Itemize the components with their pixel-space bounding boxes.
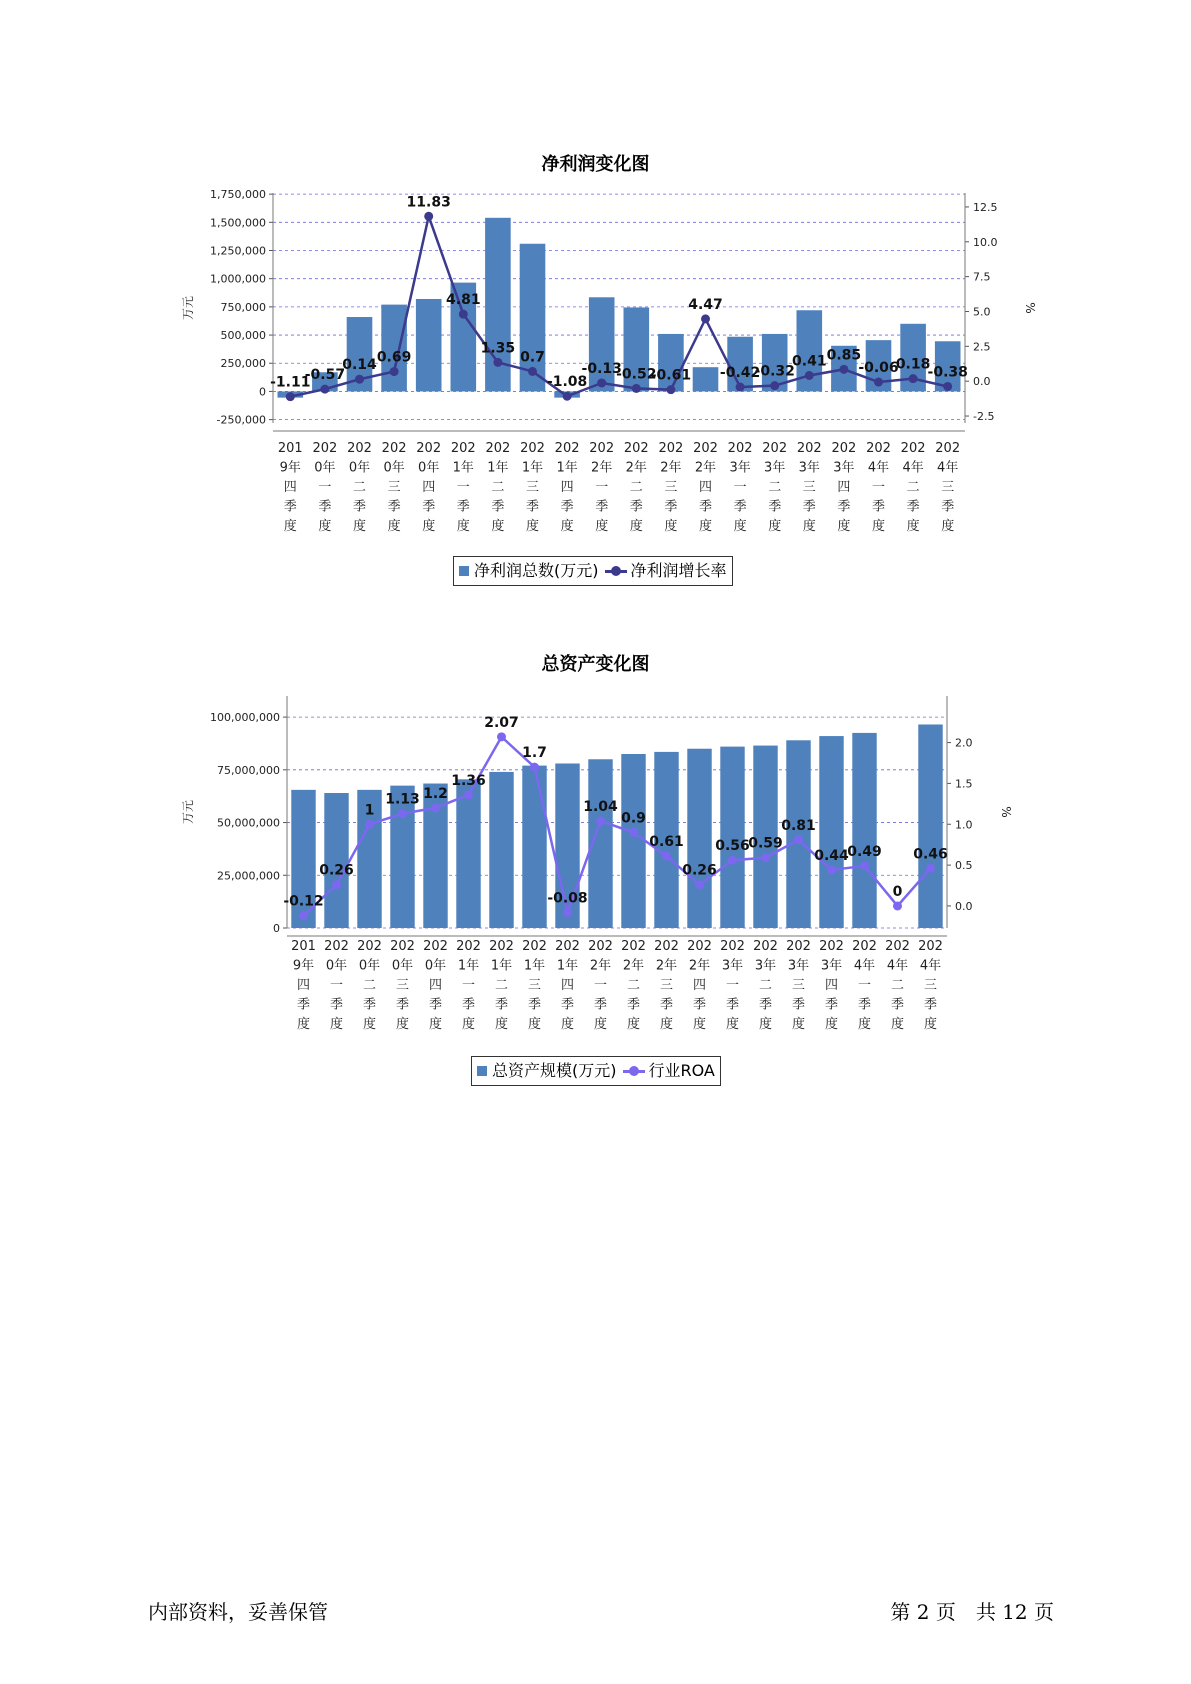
x-tick-label: 202 3年一季度 — [720, 939, 745, 1032]
line-point — [431, 803, 440, 812]
data-label: -1.08 — [546, 374, 588, 391]
x-tick-label: 202 1年三季度 — [520, 441, 545, 534]
data-label: 0.26 — [319, 862, 354, 879]
y-tick-label: 1,750,000 — [210, 188, 266, 202]
legend-item-line — [605, 557, 727, 585]
x-tick-label: 202 2年三季度 — [654, 939, 679, 1032]
x-tick-label: 202 2年二季度 — [623, 441, 649, 534]
x-tick-label: 202 1年一季度 — [456, 939, 481, 1032]
bar — [621, 754, 645, 928]
data-label: 0.41 — [792, 353, 827, 370]
line-point — [629, 828, 638, 837]
line-point — [464, 790, 473, 799]
line-point — [632, 384, 641, 393]
y-tick-label: -250,000 — [216, 413, 266, 427]
data-label: 1.04 — [583, 798, 618, 815]
bar — [381, 305, 407, 392]
line-point — [736, 383, 745, 392]
y-tick-label: 1,250,000 — [210, 244, 266, 258]
data-label: 0.18 — [895, 356, 931, 373]
line-point — [563, 392, 572, 401]
legend-line-marker — [623, 1066, 645, 1076]
data-label: -0.57 — [304, 367, 346, 384]
legend-item-line — [623, 1057, 715, 1085]
line-point — [459, 310, 468, 319]
data-label: 0.81 — [781, 817, 816, 834]
bar — [852, 733, 876, 928]
legend-item-bar — [459, 557, 599, 585]
y-tick-label: 100,000,000 — [210, 711, 280, 725]
data-label: -0.52 — [616, 366, 657, 383]
net-profit-chart — [0, 140, 1191, 600]
bar — [918, 724, 942, 928]
line-point — [860, 861, 869, 870]
data-label: 1.7 — [522, 745, 547, 762]
line-point — [332, 880, 341, 889]
line-point — [497, 732, 506, 741]
legend-bar-swatch — [477, 1066, 487, 1076]
data-label: -0.42 — [719, 365, 761, 382]
x-tick-label: 202 4年一季度 — [852, 939, 877, 1032]
data-label: -0.13 — [581, 360, 622, 377]
data-label: 0.46 — [913, 846, 948, 863]
x-tick-label: 202 4年二季度 — [900, 441, 926, 534]
line-point — [874, 378, 883, 387]
x-tick-label: 202 3年一季度 — [727, 441, 753, 534]
bar — [416, 299, 442, 391]
data-label: -0.38 — [927, 364, 968, 381]
x-tick-label: 202 2年四季度 — [687, 939, 712, 1032]
y2-tick-label: 2.0 — [955, 736, 973, 750]
data-label: 1 — [364, 802, 375, 819]
x-tick-label: 202 3年四季度 — [819, 939, 844, 1032]
data-label: 1.2 — [423, 785, 448, 802]
line-point — [666, 385, 675, 394]
chart-legend — [471, 1056, 721, 1086]
x-tick-label: 202 4年三季度 — [918, 939, 943, 1032]
data-label: 4.47 — [688, 296, 723, 313]
line-point — [943, 382, 952, 391]
chart-legend — [453, 556, 733, 586]
data-label: 0.49 — [847, 843, 882, 860]
bar — [489, 772, 513, 928]
data-label: 0.9 — [621, 810, 646, 827]
y2-tick-label: 12.5 — [973, 200, 998, 214]
line-point — [286, 392, 295, 401]
line-point — [320, 385, 329, 394]
data-label: -0.32 — [754, 363, 795, 380]
x-tick-label: 202 3年二季度 — [753, 939, 778, 1032]
y2-tick-label: 0.5 — [955, 859, 973, 873]
y2-axis-title: % — [999, 806, 1013, 818]
x-tick-label: 202 3年三季度 — [786, 939, 811, 1032]
line-point — [695, 880, 704, 889]
y-tick-label: 1,500,000 — [210, 216, 266, 230]
data-label: 0 — [892, 883, 903, 900]
line-point — [355, 375, 364, 384]
bar — [456, 779, 480, 928]
line-point — [528, 367, 537, 376]
x-tick-label: 202 0年一季度 — [312, 441, 338, 534]
x-tick-label: 202 2年一季度 — [589, 441, 615, 534]
data-label: 0.14 — [342, 357, 377, 374]
x-tick-label: 201 9年四季度 — [291, 939, 316, 1032]
data-label: -0.08 — [547, 890, 588, 907]
data-label: 1.36 — [451, 772, 486, 789]
data-label: 2.07 — [484, 714, 519, 731]
line-point — [770, 381, 779, 390]
x-tick-label: 202 0年三季度 — [390, 939, 415, 1032]
y-tick-label: 0 — [273, 922, 280, 935]
data-label: 0.26 — [682, 862, 717, 879]
x-tick-label: 202 0年四季度 — [423, 939, 448, 1032]
data-label: -1.11 — [270, 374, 311, 391]
data-label: 0.56 — [715, 838, 750, 855]
legend-label: 总资产规模(万元) — [492, 1061, 617, 1080]
bar — [819, 736, 843, 928]
bar — [324, 793, 348, 928]
y2-tick-label: 7.5 — [973, 270, 991, 284]
bar — [687, 749, 711, 928]
legend-bar-swatch — [459, 566, 469, 576]
chart-title: 净利润变化图 — [541, 154, 650, 175]
data-label: 0.61 — [649, 834, 684, 851]
y-tick-label: 50,000,000 — [217, 816, 280, 830]
data-label: -0.12 — [283, 893, 324, 910]
y2-tick-label: 2.5 — [973, 340, 991, 354]
data-label: 1.35 — [480, 340, 516, 357]
x-tick-label: 202 0年一季度 — [324, 939, 349, 1032]
legend-label: 净利润总数(万元) — [474, 561, 599, 580]
y2-tick-label: -2.5 — [973, 410, 995, 424]
line-point — [805, 371, 814, 380]
x-tick-label: 202 0年四季度 — [416, 441, 442, 534]
line-point — [398, 809, 407, 818]
y2-tick-label: 1.5 — [955, 777, 973, 791]
y-axis-title: 万元 — [181, 295, 195, 321]
x-tick-label: 202 4年二季度 — [885, 939, 910, 1032]
line-point — [597, 378, 606, 387]
line-point — [530, 763, 539, 772]
line-point — [761, 853, 770, 862]
data-label: 11.83 — [406, 194, 451, 211]
x-tick-label: 202 4年三季度 — [935, 441, 961, 534]
data-label: 0.69 — [376, 349, 412, 366]
y2-tick-label: 0.0 — [955, 899, 973, 913]
y-tick-label: 0 — [259, 385, 266, 399]
data-label: 1.13 — [385, 791, 420, 808]
legend-label: 行业ROA — [648, 1061, 715, 1080]
data-label: 0.44 — [814, 848, 849, 864]
x-tick-label: 202 0年三季度 — [381, 441, 407, 534]
chart-title: 总资产变化图 — [541, 654, 650, 675]
x-tick-label: 202 3年三季度 — [796, 441, 822, 534]
line-point — [839, 365, 848, 374]
y2-tick-label: 0.0 — [973, 375, 991, 389]
bar — [522, 766, 546, 928]
line-point — [728, 856, 737, 865]
x-tick-label: 202 3年二季度 — [762, 441, 788, 534]
y-axis-title: 万元 — [181, 799, 195, 825]
y2-tick-label: 10.0 — [973, 235, 998, 249]
x-tick-label: 202 2年一季度 — [588, 939, 613, 1032]
x-tick-label: 202 3年四季度 — [831, 441, 857, 534]
line-point — [493, 358, 502, 367]
legend-line-marker — [605, 566, 627, 576]
data-label: 0.7 — [520, 349, 545, 366]
line-point — [424, 212, 433, 221]
data-label: 4.81 — [446, 292, 481, 309]
x-tick-label: 202 1年四季度 — [554, 441, 580, 534]
x-tick-label: 202 1年二季度 — [485, 441, 511, 534]
line-point — [365, 820, 374, 829]
y2-tick-label: 1.0 — [955, 818, 973, 832]
x-tick-label: 202 1年二季度 — [489, 939, 514, 1032]
x-tick-label: 202 1年三季度 — [522, 939, 547, 1032]
line-point — [299, 911, 308, 920]
data-label: -0.61 — [650, 367, 692, 384]
x-tick-label: 202 0年二季度 — [357, 939, 382, 1032]
line-point — [390, 367, 399, 376]
line-point — [701, 314, 710, 323]
line-point — [926, 864, 935, 873]
line-point — [909, 374, 918, 383]
x-tick-label: 202 2年三季度 — [658, 441, 684, 534]
x-tick-label: 202 2年四季度 — [693, 441, 718, 534]
x-tick-label: 202 2年二季度 — [621, 939, 646, 1032]
footer-page-number: 第 2 页 共 12 页 — [890, 1600, 1054, 1624]
line-point — [596, 816, 605, 825]
y-tick-label: 750,000 — [220, 300, 266, 314]
line-point — [827, 866, 836, 875]
y2-axis-title: % — [1023, 302, 1037, 314]
y-tick-label: 500,000 — [220, 329, 266, 343]
data-label: 0.85 — [826, 347, 862, 364]
y-tick-label: 1,000,000 — [210, 272, 266, 286]
x-tick-label: 202 1年一季度 — [450, 441, 476, 534]
line-point — [794, 835, 803, 844]
data-label: -0.06 — [858, 360, 899, 377]
bar — [693, 367, 719, 391]
x-tick-label: 201 9年四季度 — [277, 441, 303, 534]
bar — [589, 297, 615, 391]
bar — [786, 740, 810, 928]
x-tick-label: 202 1年四季度 — [555, 939, 580, 1032]
legend-label: 净利润增长率 — [630, 561, 727, 580]
line-point — [662, 852, 671, 861]
x-tick-label: 202 0年二季度 — [347, 441, 372, 534]
net-profit-plot — [0, 140, 1191, 540]
y-tick-label: 75,000,000 — [217, 763, 280, 777]
y2-tick-label: 5.0 — [973, 305, 991, 319]
footer-confidential-note: 内部资料，妥善保管 — [148, 1600, 328, 1624]
total-assets-plot — [0, 640, 1191, 1040]
x-tick-label: 202 4年一季度 — [866, 441, 891, 534]
data-label: 0.59 — [748, 835, 783, 852]
total-assets-chart — [0, 640, 1191, 1100]
y-tick-label: 25,000,000 — [217, 869, 280, 883]
line-point — [563, 908, 572, 917]
y-tick-label: 250,000 — [220, 357, 266, 371]
line-point — [893, 901, 902, 910]
legend-item-bar — [477, 1057, 617, 1085]
